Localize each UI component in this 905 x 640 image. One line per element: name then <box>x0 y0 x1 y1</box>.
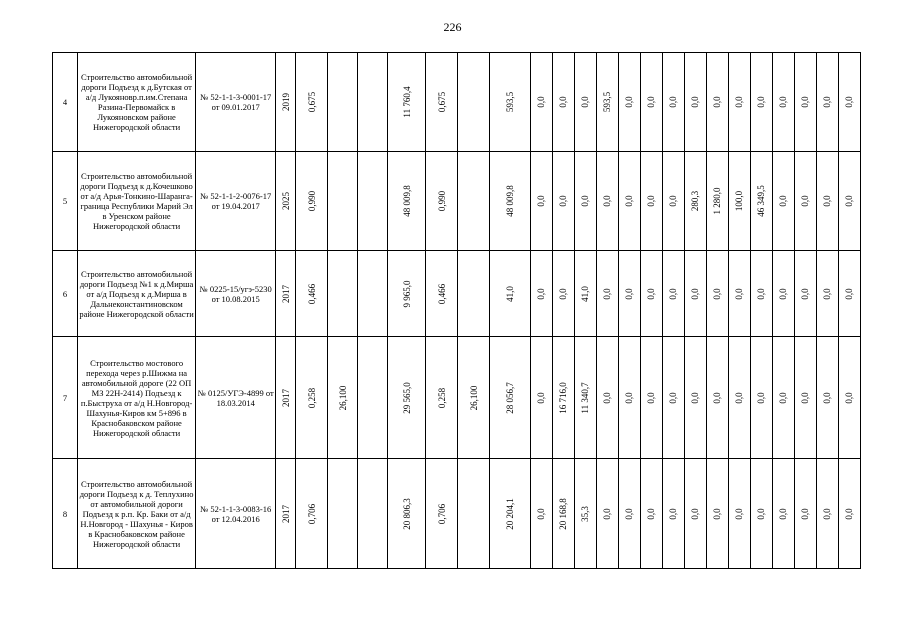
value-cell <box>574 251 596 337</box>
value-text: 0,0 <box>668 96 679 108</box>
row-number: 7 <box>53 337 78 459</box>
value-cell <box>458 152 490 251</box>
value-text: 0,0 <box>778 507 789 520</box>
value-cell <box>574 459 596 569</box>
value-text: 593,5 <box>602 91 613 113</box>
value-cell <box>426 251 458 337</box>
value-cell <box>276 152 296 251</box>
value-text: 0,0 <box>734 287 745 300</box>
value-text: 16 716,0 <box>558 381 569 414</box>
value-cell <box>426 53 458 152</box>
value-cell <box>838 337 860 459</box>
value-text: 0,0 <box>800 391 811 404</box>
value-text: 0,0 <box>844 287 855 300</box>
value-text: 0,0 <box>778 391 789 404</box>
value-text: 100,0 <box>734 190 745 212</box>
project-name: Строительство автомобильной дороги Подъезд №1 к д.Мирша от а/д Подъезд к д.Мирша в Дальнеконстантиновском районе Нижегородской области <box>78 251 196 337</box>
value-text: 0,0 <box>668 195 679 207</box>
value-cell <box>552 251 574 337</box>
value-text: 2025 <box>280 192 291 210</box>
value-text: 0,706 <box>436 503 447 524</box>
value-cell <box>618 459 640 569</box>
value-text: 0,0 <box>778 287 789 300</box>
value-text: 0,0 <box>558 195 569 207</box>
value-cell <box>728 459 750 569</box>
value-text: 0,0 <box>756 96 767 108</box>
value-text: 0,0 <box>690 287 701 300</box>
table-row <box>53 251 861 337</box>
value-text: 20 204,1 <box>504 497 515 530</box>
value-cell <box>662 53 684 152</box>
value-cell <box>684 337 706 459</box>
value-text: 0,0 <box>756 391 767 404</box>
value-cell <box>552 53 574 152</box>
value-text: 0,0 <box>734 391 745 404</box>
value-text: 0,0 <box>844 391 855 404</box>
value-cell <box>458 53 490 152</box>
value-cell <box>276 337 296 459</box>
value-cell <box>706 251 728 337</box>
value-text: 0,466 <box>436 283 447 304</box>
value-cell <box>794 337 816 459</box>
value-cell <box>662 152 684 251</box>
value-text: 0,0 <box>580 195 591 207</box>
value-text: 0,0 <box>536 96 547 108</box>
value-text: 0,0 <box>778 195 789 207</box>
value-cell <box>358 337 388 459</box>
value-cell <box>574 337 596 459</box>
value-text: 46 349,5 <box>756 185 767 217</box>
value-cell <box>276 459 296 569</box>
expertise-document: № 52-1-1-3-0001-17 от 09.01.2017 <box>196 53 276 152</box>
value-cell <box>706 337 728 459</box>
value-cell <box>388 53 426 152</box>
value-cell <box>596 53 618 152</box>
value-cell <box>706 459 728 569</box>
value-text: 0,706 <box>306 503 317 524</box>
value-text: 41,0 <box>580 285 591 302</box>
value-text: 0,0 <box>580 96 591 108</box>
value-text: 593,5 <box>504 91 515 113</box>
value-text: 1 280,0 <box>712 187 723 215</box>
value-cell <box>530 251 552 337</box>
value-cell <box>328 337 358 459</box>
value-text: 0,0 <box>624 391 635 404</box>
value-cell <box>706 152 728 251</box>
value-text: 0,0 <box>536 287 547 300</box>
value-text: 0,0 <box>558 287 569 300</box>
value-text: 0,0 <box>844 195 855 207</box>
value-text: 48 009,8 <box>504 185 515 217</box>
value-cell <box>816 251 838 337</box>
value-text: 0,0 <box>712 287 723 300</box>
value-text: 0,0 <box>690 391 701 404</box>
project-name: Строительство автомобильной дороги Подъезд к д. Теплухино от автомобильной дороги Подъезд к р.п. Кр. Баки от а/д Н.Новгород - Шахунья - Киров в Краснобаковском районе Нижегородской области <box>78 459 196 569</box>
value-cell <box>552 152 574 251</box>
row-number: 5 <box>53 152 78 251</box>
value-cell <box>684 251 706 337</box>
value-cell <box>816 152 838 251</box>
value-text: 0,0 <box>602 391 613 404</box>
value-text: 0,0 <box>690 507 701 520</box>
value-cell <box>772 337 794 459</box>
value-text: 0,0 <box>536 195 547 207</box>
value-text: 0,0 <box>822 391 833 404</box>
expertise-document: № 0225-15/угэ-5230 от 10.08.2015 <box>196 251 276 337</box>
value-text: 0,0 <box>624 287 635 300</box>
expertise-document: № 52-1-1-3-0083-16 от 12.04.2016 <box>196 459 276 569</box>
value-text: 0,0 <box>734 507 745 520</box>
table-row <box>53 53 861 152</box>
value-cell <box>772 459 794 569</box>
value-text: 2017 <box>280 284 291 303</box>
value-cell <box>388 152 426 251</box>
table-row <box>53 152 861 251</box>
value-cell <box>530 337 552 459</box>
value-text: 0,0 <box>822 507 833 520</box>
value-cell <box>794 152 816 251</box>
project-name: Строительство автомобильной дороги Подъезд к д.Кочешково от а/д Арья-Тонкино-Шаранга-граница Республики Марий Эл в Уренском районе Нижегородской области <box>78 152 196 251</box>
value-text: 0,0 <box>756 287 767 300</box>
value-cell <box>296 251 328 337</box>
value-cell <box>838 152 860 251</box>
value-cell <box>596 152 618 251</box>
value-cell <box>728 337 750 459</box>
value-cell <box>728 53 750 152</box>
value-cell <box>816 337 838 459</box>
value-cell <box>728 152 750 251</box>
value-cell <box>358 251 388 337</box>
row-number: 8 <box>53 459 78 569</box>
value-text: 48 009,8 <box>401 185 412 217</box>
value-cell <box>490 337 530 459</box>
value-cell <box>328 459 358 569</box>
value-text: 0,0 <box>668 287 679 300</box>
value-text: 0,258 <box>306 387 317 408</box>
value-text: 0,0 <box>712 96 723 108</box>
value-cell <box>750 152 772 251</box>
value-cell <box>684 152 706 251</box>
value-text: 9 965,0 <box>401 280 412 307</box>
value-cell <box>490 53 530 152</box>
value-text: 0,0 <box>668 507 679 520</box>
value-cell <box>640 152 662 251</box>
value-cell <box>838 53 860 152</box>
value-text: 0,0 <box>800 287 811 300</box>
value-text: 2019 <box>280 93 291 111</box>
page-number: 226 <box>443 20 462 34</box>
value-text: 0,0 <box>756 507 767 520</box>
expertise-document: № 0125/УГЭ-4899 от 18.03.2014 <box>196 337 276 459</box>
value-cell <box>552 337 574 459</box>
value-text: 0,0 <box>646 96 657 108</box>
value-cell <box>772 152 794 251</box>
value-cell <box>388 459 426 569</box>
value-text: 0,0 <box>602 287 613 300</box>
value-text: 0,0 <box>646 287 657 300</box>
value-cell <box>772 53 794 152</box>
value-text: 0,0 <box>624 195 635 207</box>
value-cell <box>684 459 706 569</box>
table-row <box>53 337 861 459</box>
value-cell <box>662 337 684 459</box>
value-cell <box>596 337 618 459</box>
value-text: 11 760,4 <box>401 86 412 118</box>
value-text: 0,0 <box>844 507 855 520</box>
value-cell <box>552 459 574 569</box>
value-cell <box>574 152 596 251</box>
value-cell <box>458 459 490 569</box>
value-text: 0,990 <box>306 190 317 212</box>
value-text: 0,0 <box>646 507 657 520</box>
value-cell <box>490 152 530 251</box>
value-cell <box>426 459 458 569</box>
value-text: 280,3 <box>690 190 701 212</box>
value-cell <box>596 459 618 569</box>
value-text: 0,0 <box>712 507 723 520</box>
value-cell <box>640 251 662 337</box>
value-text: 0,0 <box>558 96 569 108</box>
value-text: 0,0 <box>712 391 723 404</box>
value-cell <box>750 337 772 459</box>
value-text: 0,0 <box>778 96 789 108</box>
value-cell <box>296 53 328 152</box>
value-text: 0,0 <box>624 507 635 520</box>
value-cell <box>296 152 328 251</box>
value-cell <box>618 152 640 251</box>
value-cell <box>838 251 860 337</box>
value-cell <box>618 251 640 337</box>
value-text: 0,990 <box>436 190 447 212</box>
value-text: 0,0 <box>602 195 613 207</box>
value-text: 0,0 <box>844 96 855 108</box>
value-text: 0,0 <box>536 507 547 520</box>
expertise-document: № 52-1-1-2-0076-17 от 19.04.2017 <box>196 152 276 251</box>
value-cell <box>662 459 684 569</box>
value-text: 0,675 <box>436 91 447 113</box>
value-text: 0,0 <box>668 391 679 404</box>
row-number: 6 <box>53 251 78 337</box>
value-text: 0,466 <box>306 283 317 304</box>
value-cell <box>640 459 662 569</box>
value-text: 41,0 <box>504 285 515 302</box>
value-cell <box>574 53 596 152</box>
value-text: 0,0 <box>800 507 811 520</box>
value-text: 11 340,7 <box>580 381 591 414</box>
value-cell <box>728 251 750 337</box>
value-cell <box>358 53 388 152</box>
value-cell <box>490 251 530 337</box>
value-cell <box>458 337 490 459</box>
value-cell <box>296 459 328 569</box>
value-cell <box>618 53 640 152</box>
investment-table <box>52 52 861 569</box>
value-text: 2017 <box>280 504 291 523</box>
value-cell <box>662 251 684 337</box>
value-text: 0,0 <box>800 96 811 108</box>
value-cell <box>388 337 426 459</box>
value-text: 0,0 <box>624 96 635 108</box>
value-text: 28 056,7 <box>504 381 515 414</box>
value-cell <box>358 459 388 569</box>
value-cell <box>328 53 358 152</box>
value-cell <box>794 251 816 337</box>
value-cell <box>276 251 296 337</box>
value-text: 0,0 <box>800 195 811 207</box>
value-text: 29 565,0 <box>401 381 412 414</box>
value-cell <box>296 337 328 459</box>
value-text: 35,3 <box>580 505 591 522</box>
value-text: 0,0 <box>822 195 833 207</box>
table-row <box>53 459 861 569</box>
row-number: 4 <box>53 53 78 152</box>
value-cell <box>458 251 490 337</box>
value-cell <box>388 251 426 337</box>
value-text: 0,0 <box>646 391 657 404</box>
value-text: 0,0 <box>822 96 833 108</box>
value-cell <box>530 459 552 569</box>
value-text: 0,0 <box>690 96 701 108</box>
value-text: 0,0 <box>646 195 657 207</box>
value-text: 2017 <box>280 388 291 407</box>
value-cell <box>328 152 358 251</box>
value-cell <box>794 459 816 569</box>
value-text: 0,0 <box>734 96 745 108</box>
value-cell <box>706 53 728 152</box>
value-cell <box>684 53 706 152</box>
value-text: 0,0 <box>822 287 833 300</box>
value-cell <box>426 152 458 251</box>
value-cell <box>490 459 530 569</box>
value-cell <box>750 53 772 152</box>
value-cell <box>772 251 794 337</box>
value-text: 20 806,3 <box>401 497 412 530</box>
value-cell <box>596 251 618 337</box>
value-cell <box>750 459 772 569</box>
value-text: 0,675 <box>306 91 317 113</box>
value-cell <box>794 53 816 152</box>
value-cell <box>530 53 552 152</box>
value-cell <box>426 337 458 459</box>
value-text: 0,0 <box>536 391 547 404</box>
project-name: Строительство мостового перехода через р.Шижма на автомобильной дороге (22 ОП МЗ 22Н-2414) Подъезд к п.Быструха от а/д Н.Новгород-Шахунья-Киров км 5+896 в Краснобаковском районе Нижегородской области <box>78 337 196 459</box>
value-text: 20 168,8 <box>558 497 569 530</box>
value-text: 26,100 <box>337 385 348 410</box>
value-cell <box>816 53 838 152</box>
value-cell <box>640 337 662 459</box>
value-cell <box>750 251 772 337</box>
value-text: 0,258 <box>436 387 447 408</box>
value-text: 26,100 <box>468 385 479 410</box>
value-cell <box>358 152 388 251</box>
value-cell <box>276 53 296 152</box>
value-cell <box>328 251 358 337</box>
project-name: Строительство автомобильной дороги Подъезд к д.Бутская от а/д Лукояновр.п.им.Степана Разина-Первомайск в Лукояновском районе Нижегородской области <box>78 53 196 152</box>
value-cell <box>838 459 860 569</box>
value-cell <box>640 53 662 152</box>
value-text: 0,0 <box>602 507 613 520</box>
value-cell <box>816 459 838 569</box>
value-cell <box>618 337 640 459</box>
value-cell <box>530 152 552 251</box>
